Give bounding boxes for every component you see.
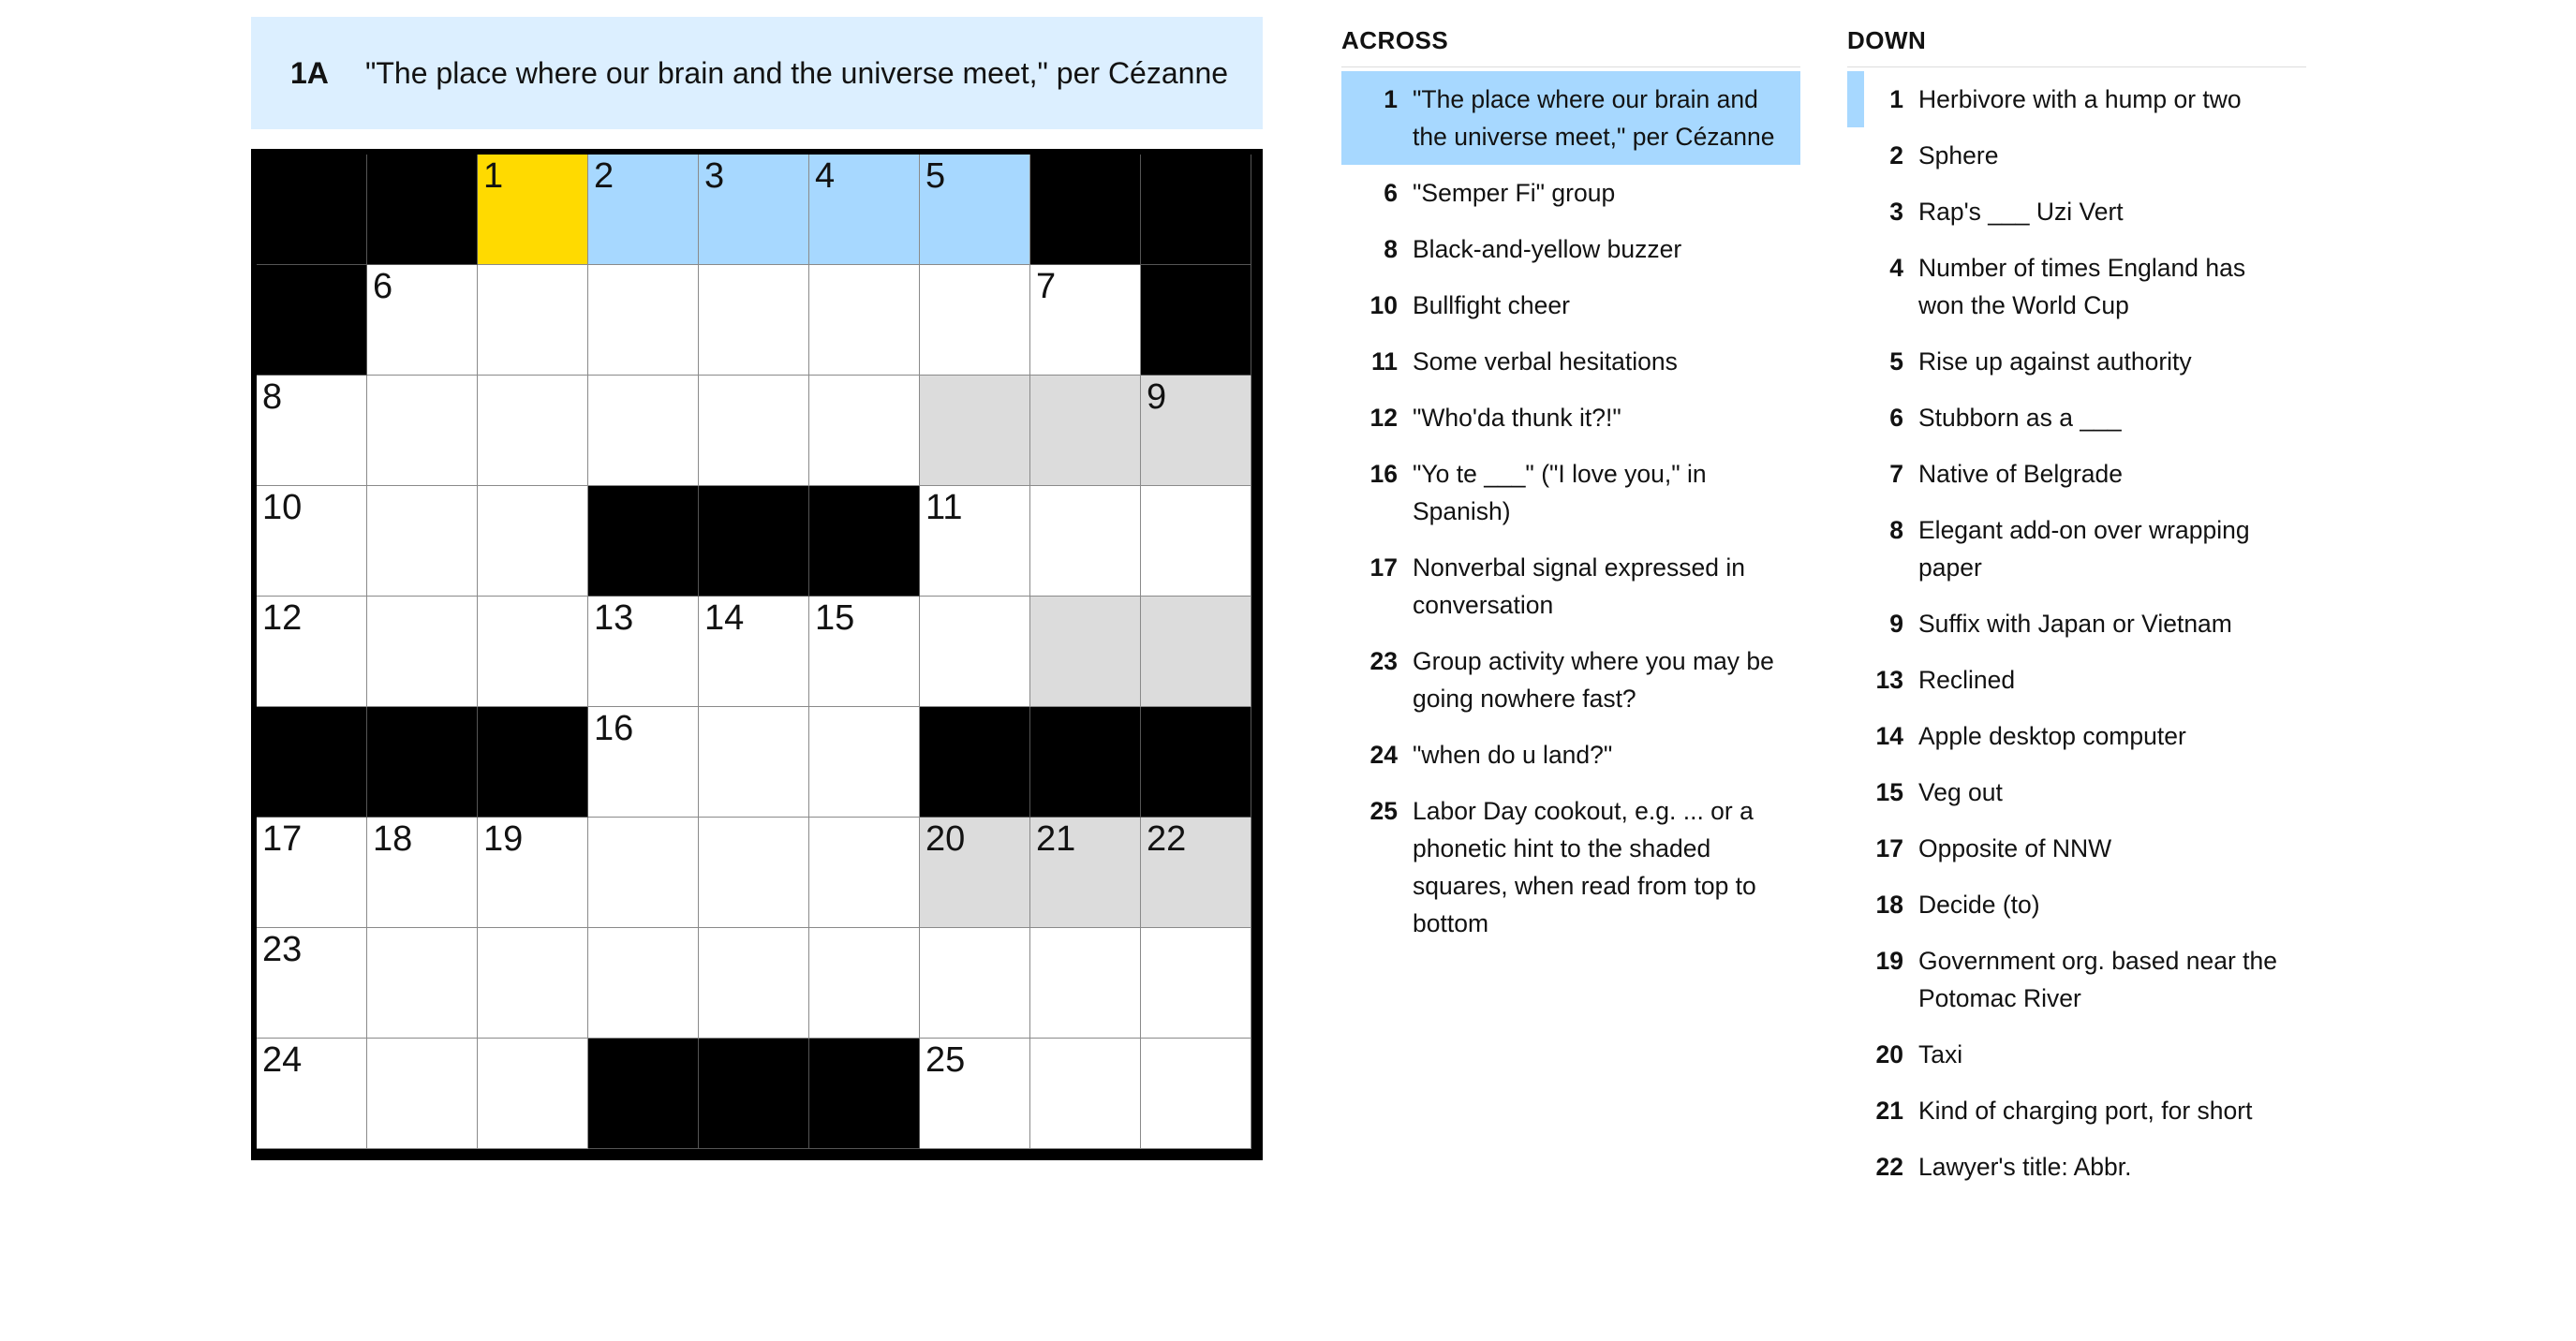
- clue-text: Some verbal hesitations: [1413, 347, 1678, 376]
- grid-cell-black: [809, 486, 920, 597]
- across-clue-list: [1341, 71, 1800, 951]
- grid-cell[interactable]: [1030, 265, 1141, 376]
- grid-cell[interactable]: [920, 928, 1030, 1039]
- grid-cell-black: [257, 265, 367, 376]
- grid-cell-number: 2: [594, 156, 614, 196]
- grid-cell[interactable]: [257, 928, 367, 1039]
- clue-number: 18: [1875, 891, 1903, 919]
- grid-cell[interactable]: [699, 597, 809, 707]
- clue-number: 22: [1875, 1153, 1903, 1181]
- grid-cell-black: [1030, 155, 1141, 265]
- grid-cell[interactable]: [809, 155, 920, 265]
- grid-cell-number: 9: [1147, 377, 1167, 417]
- grid-cell[interactable]: [809, 376, 920, 486]
- grid-cell[interactable]: [1030, 486, 1141, 597]
- grid-cell-number: 5: [925, 156, 946, 196]
- grid-cell-number: 21: [1036, 819, 1076, 859]
- clue-text: "Yo te ___" ("I love you," in Spanish): [1413, 460, 1707, 525]
- clue-text: "Semper Fi" group: [1413, 179, 1616, 207]
- grid-cell[interactable]: [1030, 1039, 1141, 1149]
- clue-number: 1: [1889, 85, 1903, 113]
- grid-cell[interactable]: [920, 155, 1030, 265]
- clue-text: Rap's ___ Uzi Vert: [1918, 198, 2124, 226]
- grid-cell[interactable]: [478, 818, 588, 928]
- across-clue-item[interactable]: [1341, 165, 1800, 221]
- grid-cell-number: 11: [925, 488, 963, 527]
- grid-cell-number: 12: [262, 598, 303, 638]
- grid-cell-black: [920, 707, 1030, 818]
- grid-cell-number: 16: [594, 709, 634, 748]
- down-clue-item[interactable]: [1847, 1026, 2306, 1083]
- grid-cell-black: [257, 155, 367, 265]
- clue-number: 10: [1369, 291, 1398, 319]
- down-clue-item[interactable]: [1847, 446, 2306, 502]
- clue-text: "The place where our brain and the universe meet," per Cézanne: [1413, 85, 1775, 151]
- down-clue-item[interactable]: [1847, 596, 2306, 652]
- across-heading: ACROSS: [1341, 26, 1800, 67]
- grid-cell-number: 4: [815, 156, 836, 196]
- clue-text: Group activity where you may be going nowhere fast?: [1413, 647, 1774, 713]
- clue-text: Decide (to): [1918, 891, 2040, 919]
- grid-cell-number: 19: [483, 819, 524, 859]
- grid-cell[interactable]: [478, 928, 588, 1039]
- grid-cell[interactable]: [699, 928, 809, 1039]
- grid-cell[interactable]: [1141, 928, 1251, 1039]
- grid-cell-number: 24: [262, 1040, 303, 1080]
- grid-cell-black: [699, 486, 809, 597]
- clue-text: Sphere: [1918, 141, 1999, 169]
- grid-cell[interactable]: [588, 707, 699, 818]
- down-heading: DOWN: [1847, 26, 2306, 67]
- grid-cell[interactable]: [257, 597, 367, 707]
- grid-cell[interactable]: [809, 707, 920, 818]
- grid-cell[interactable]: [1141, 597, 1251, 707]
- clue-number: 8: [1384, 235, 1398, 263]
- grid-cell[interactable]: [588, 376, 699, 486]
- grid-cell-number: 23: [262, 930, 303, 969]
- across-clue-item[interactable]: [1341, 277, 1800, 333]
- across-clue-item[interactable]: [1341, 221, 1800, 277]
- clue-number: 1: [1384, 85, 1398, 113]
- grid-cell[interactable]: [1030, 376, 1141, 486]
- grid-cell-number: 3: [704, 156, 725, 196]
- down-clue-item[interactable]: [1847, 390, 2306, 446]
- grid-cell[interactable]: [588, 155, 699, 265]
- grid-cell[interactable]: [588, 597, 699, 707]
- clue-number: 5: [1889, 347, 1903, 376]
- grid-cell[interactable]: [920, 818, 1030, 928]
- grid-cell[interactable]: [478, 1039, 588, 1149]
- clue-number: 20: [1875, 1040, 1903, 1068]
- grid-cell[interactable]: [1030, 597, 1141, 707]
- grid-cell-black: [1141, 265, 1251, 376]
- clue-number: 14: [1875, 722, 1903, 750]
- grid-cell[interactable]: [367, 818, 478, 928]
- grid-cell-black: [1030, 707, 1141, 818]
- clue-number: 19: [1875, 947, 1903, 975]
- across-clue-item[interactable]: [1341, 727, 1800, 783]
- across-clue-item[interactable]: [1341, 633, 1800, 727]
- grid-cell[interactable]: [367, 265, 478, 376]
- clue-number: 25: [1369, 797, 1398, 825]
- down-clue-item[interactable]: [1847, 1139, 2306, 1195]
- grid-cell-number: 1: [483, 156, 504, 196]
- grid-cell-black: [588, 486, 699, 597]
- across-clues-panel: [1341, 26, 1800, 951]
- grid-cell[interactable]: [699, 265, 809, 376]
- grid-cell[interactable]: [1141, 1039, 1251, 1149]
- clue-text: Lawyer's title: Abbr.: [1918, 1153, 2132, 1181]
- clue-number: 2: [1889, 141, 1903, 169]
- grid-cell-number: 8: [262, 377, 283, 417]
- grid-cell[interactable]: [699, 818, 809, 928]
- grid-cell-number: 13: [594, 598, 634, 638]
- grid-cell[interactable]: [367, 928, 478, 1039]
- grid-cell[interactable]: [699, 155, 809, 265]
- clue-number: 13: [1875, 666, 1903, 694]
- clue-text: Taxi: [1918, 1040, 1963, 1068]
- clue-text: Bullfight cheer: [1413, 291, 1570, 319]
- clue-text: Suffix with Japan or Vietnam: [1918, 610, 2232, 638]
- across-clue-item[interactable]: [1341, 783, 1800, 951]
- current-clue-number: 1A: [290, 55, 329, 90]
- grid-cell[interactable]: [699, 707, 809, 818]
- current-clue-text: "The place where our brain and the universe meet," per Cézanne: [365, 55, 1229, 90]
- grid-cell-number: 25: [925, 1040, 966, 1080]
- clue-number: 8: [1889, 516, 1903, 544]
- clue-number: 12: [1369, 404, 1398, 432]
- grid-cell[interactable]: [257, 376, 367, 486]
- grid-cell[interactable]: [367, 486, 478, 597]
- grid-cell[interactable]: [920, 376, 1030, 486]
- clue-text: Veg out: [1918, 778, 2003, 806]
- grid-cell-black: [367, 155, 478, 265]
- clue-text: Herbivore with a hump or two: [1918, 85, 2242, 113]
- grid-cell[interactable]: [478, 155, 588, 265]
- clue-text: Labor Day cookout, e.g. ... or a phonetic hint to the shaded squares, when read from top to bottom: [1413, 797, 1756, 937]
- grid-cell-black: [809, 1039, 920, 1149]
- down-clue-item[interactable]: [1847, 652, 2306, 708]
- clue-number: 17: [1875, 834, 1903, 862]
- grid-cell-number: 10: [262, 488, 303, 527]
- grid-cell[interactable]: [920, 265, 1030, 376]
- down-clue-item[interactable]: [1847, 764, 2306, 820]
- grid-cell-black: [1141, 155, 1251, 265]
- grid-cell-number: 7: [1036, 267, 1057, 306]
- grid-cell[interactable]: [809, 597, 920, 707]
- down-clue-item[interactable]: [1847, 933, 2306, 1026]
- clue-number: 24: [1369, 741, 1398, 769]
- grid-cell[interactable]: [699, 376, 809, 486]
- clue-number: 17: [1369, 553, 1398, 582]
- down-clue-item[interactable]: [1847, 708, 2306, 764]
- clue-text: Government org. based near the Potomac River: [1918, 947, 2278, 1012]
- grid-cell[interactable]: [367, 597, 478, 707]
- grid-cell[interactable]: [1141, 486, 1251, 597]
- clue-text: Elegant add-on over wrapping paper: [1918, 516, 2250, 582]
- grid-cell-number: 18: [373, 819, 413, 859]
- grid-cell-black: [588, 1039, 699, 1149]
- clue-number: 16: [1369, 460, 1398, 488]
- grid-cell[interactable]: [478, 265, 588, 376]
- down-clue-item[interactable]: [1847, 502, 2306, 596]
- clue-number: 23: [1369, 647, 1398, 675]
- clue-number: 4: [1889, 254, 1903, 282]
- down-clue-item[interactable]: [1847, 877, 2306, 933]
- grid-cell-black: [478, 707, 588, 818]
- clue-number: 21: [1875, 1097, 1903, 1125]
- clue-text: Black-and-yellow buzzer: [1413, 235, 1682, 263]
- across-clue-item[interactable]: [1341, 71, 1800, 165]
- down-clue-item[interactable]: [1847, 1083, 2306, 1139]
- grid-cell[interactable]: [1030, 818, 1141, 928]
- grid-cell[interactable]: [920, 597, 1030, 707]
- grid-cell[interactable]: [478, 376, 588, 486]
- grid-cell[interactable]: [257, 1039, 367, 1149]
- across-clue-item[interactable]: [1341, 333, 1800, 390]
- grid-cell[interactable]: [920, 486, 1030, 597]
- clue-text: Native of Belgrade: [1918, 460, 2124, 488]
- clue-text: "Who'da thunk it?!": [1413, 404, 1621, 432]
- down-clue-item[interactable]: [1847, 184, 2306, 240]
- clue-number: 9: [1889, 610, 1903, 638]
- clue-number: 7: [1889, 460, 1903, 488]
- down-clue-item[interactable]: [1847, 333, 2306, 390]
- grid-cell-number: 15: [815, 598, 855, 638]
- current-clue-bar[interactable]: [251, 17, 1263, 129]
- grid-cell-number: 20: [925, 819, 966, 859]
- grid-cell-number: 14: [704, 598, 745, 638]
- grid-cell-black: [257, 707, 367, 818]
- across-clue-item[interactable]: [1341, 446, 1800, 539]
- across-clue-item[interactable]: [1341, 539, 1800, 633]
- grid-cell[interactable]: [1141, 818, 1251, 928]
- grid-cell[interactable]: [257, 818, 367, 928]
- grid-cell-number: 22: [1147, 819, 1187, 859]
- down-clue-item[interactable]: [1847, 240, 2306, 333]
- clue-text: Apple desktop computer: [1918, 722, 2186, 750]
- across-clue-item[interactable]: [1341, 390, 1800, 446]
- grid-cell-black: [699, 1039, 809, 1149]
- grid-cell[interactable]: [1030, 928, 1141, 1039]
- grid-cell-number: 17: [262, 819, 303, 859]
- grid-cell-number: 6: [373, 267, 393, 306]
- grid-cell[interactable]: [367, 1039, 478, 1149]
- clue-text: Rise up against authority: [1918, 347, 2192, 376]
- clue-text: Opposite of NNW: [1918, 834, 2112, 862]
- crossword-grid: [251, 149, 1263, 1160]
- down-clue-item[interactable]: [1847, 71, 2306, 127]
- grid-cell[interactable]: [1141, 376, 1251, 486]
- down-clue-list: [1847, 71, 2306, 1195]
- grid-cell[interactable]: [588, 265, 699, 376]
- clue-number: 11: [1370, 347, 1398, 376]
- clue-text: Number of times England has won the World Cup: [1918, 254, 2246, 319]
- grid-cell-black: [1141, 707, 1251, 818]
- clue-text: "when do u land?": [1413, 741, 1613, 769]
- clue-number: 15: [1875, 778, 1903, 806]
- grid-cell[interactable]: [809, 928, 920, 1039]
- down-clue-item[interactable]: [1847, 127, 2306, 184]
- clue-text: Stubborn as a ___: [1918, 404, 2122, 432]
- grid-cell[interactable]: [809, 265, 920, 376]
- grid-cell[interactable]: [257, 486, 367, 597]
- clue-number: 6: [1384, 179, 1398, 207]
- grid-cell[interactable]: [478, 597, 588, 707]
- clue-number: 6: [1889, 404, 1903, 432]
- grid-cell[interactable]: [588, 818, 699, 928]
- clue-text: Reclined: [1918, 666, 2016, 694]
- clue-text: Kind of charging port, for short: [1918, 1097, 2253, 1125]
- down-clue-item[interactable]: [1847, 820, 2306, 877]
- clue-text: Nonverbal signal expressed in conversation: [1413, 553, 1746, 619]
- clue-number: 3: [1889, 198, 1903, 226]
- grid-cell[interactable]: [809, 818, 920, 928]
- grid-cell[interactable]: [588, 928, 699, 1039]
- down-clues-panel: [1847, 26, 2306, 1195]
- grid-cell[interactable]: [367, 376, 478, 486]
- grid-cell[interactable]: [920, 1039, 1030, 1149]
- grid-cell-black: [367, 707, 478, 818]
- grid-cell[interactable]: [478, 486, 588, 597]
